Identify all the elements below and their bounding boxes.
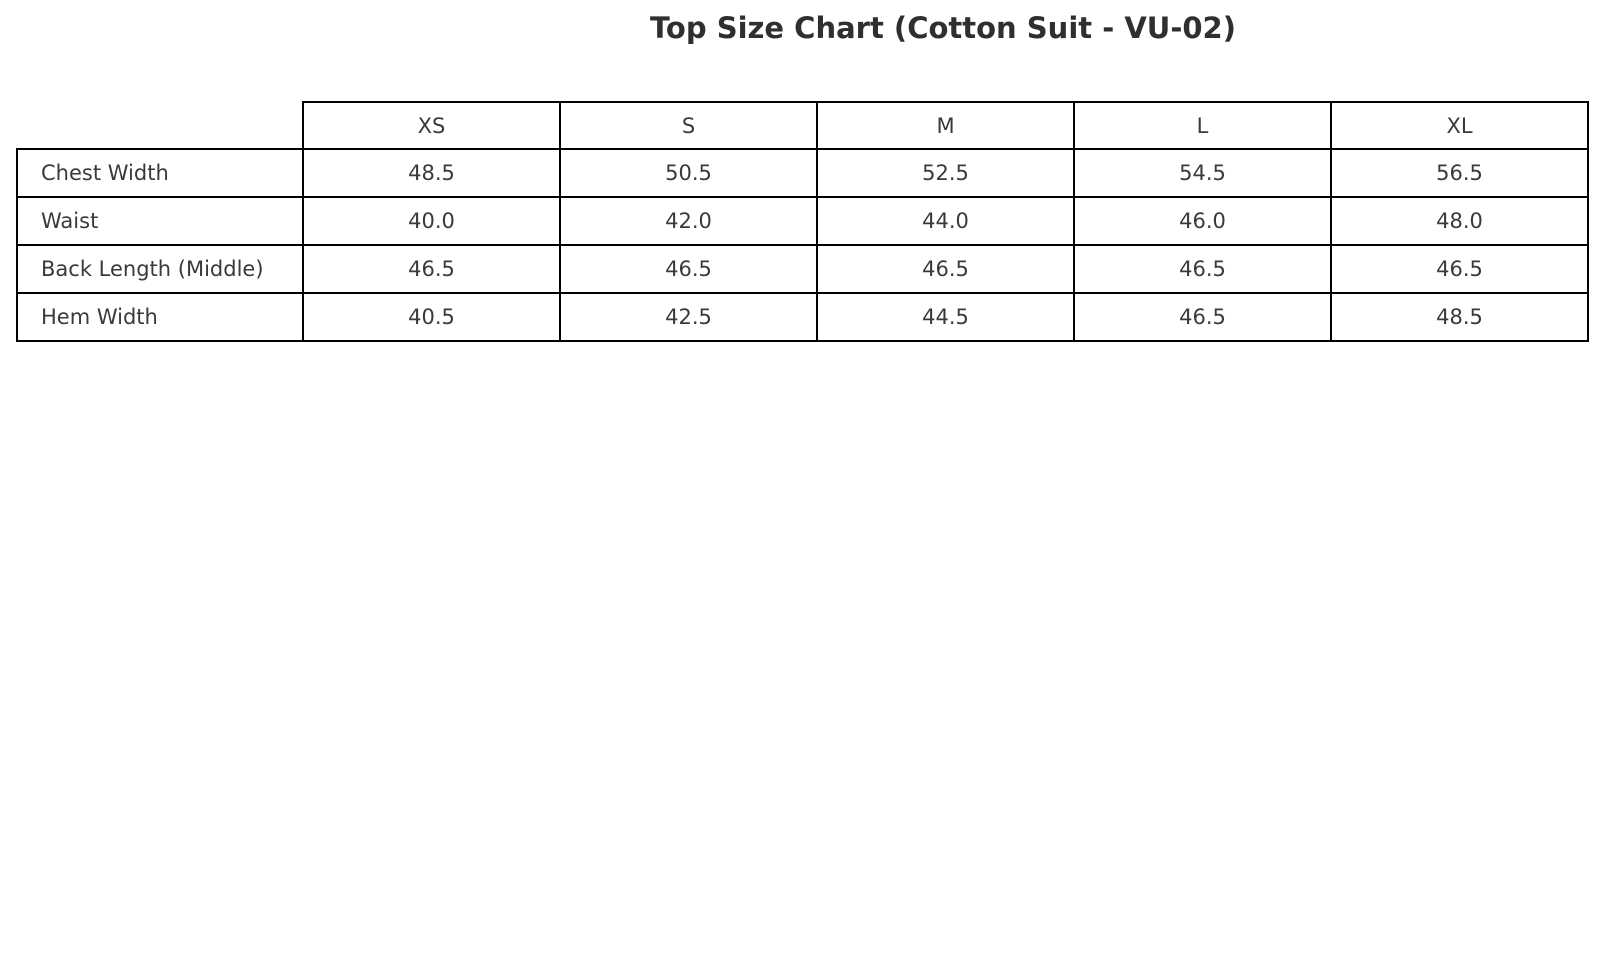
cell-waist-m: 44.0 [817, 197, 1074, 245]
cell-back-length-xl: 46.5 [1331, 245, 1588, 293]
table-row-waist [17, 197, 1588, 245]
cell-chest-width-s: 50.5 [560, 149, 817, 197]
cell-hem-width-xs: 40.5 [303, 293, 560, 341]
corner-cell [17, 102, 303, 149]
cell-back-length-xs: 46.5 [303, 245, 560, 293]
cell-chest-width-xl: 56.5 [1331, 149, 1588, 197]
row-label-waist: Waist [17, 197, 303, 245]
cell-waist-xs: 40.0 [303, 197, 560, 245]
column-header-s: S [560, 102, 817, 149]
cell-hem-width-m: 44.5 [817, 293, 1074, 341]
cell-back-length-l: 46.5 [1074, 245, 1331, 293]
table-header-row [17, 102, 1588, 149]
column-header-l: L [1074, 102, 1331, 149]
table-row-back-length [17, 245, 1588, 293]
cell-back-length-s: 46.5 [560, 245, 817, 293]
cell-chest-width-m: 52.5 [817, 149, 1074, 197]
cell-chest-width-l: 54.5 [1074, 149, 1331, 197]
cell-waist-s: 42.0 [560, 197, 817, 245]
cell-waist-l: 46.0 [1074, 197, 1331, 245]
size-chart-table [16, 101, 1589, 342]
cell-hem-width-xl: 48.5 [1331, 293, 1588, 341]
cell-chest-width-xs: 48.5 [303, 149, 560, 197]
cell-waist-xl: 48.0 [1331, 197, 1588, 245]
column-header-xs: XS [303, 102, 560, 149]
table-row-hem-width [17, 293, 1588, 341]
column-header-xl: XL [1331, 102, 1588, 149]
row-label-hem-width: Hem Width [17, 293, 303, 341]
cell-hem-width-l: 46.5 [1074, 293, 1331, 341]
chart-title: Top Size Chart (Cotton Suit - VU-02) [650, 11, 1236, 45]
table-row-chest-width [17, 149, 1588, 197]
row-label-chest-width: Chest Width [17, 149, 303, 197]
row-label-back-length: Back Length (Middle) [17, 245, 303, 293]
column-header-m: M [817, 102, 1074, 149]
cell-back-length-m: 46.5 [817, 245, 1074, 293]
cell-hem-width-s: 42.5 [560, 293, 817, 341]
